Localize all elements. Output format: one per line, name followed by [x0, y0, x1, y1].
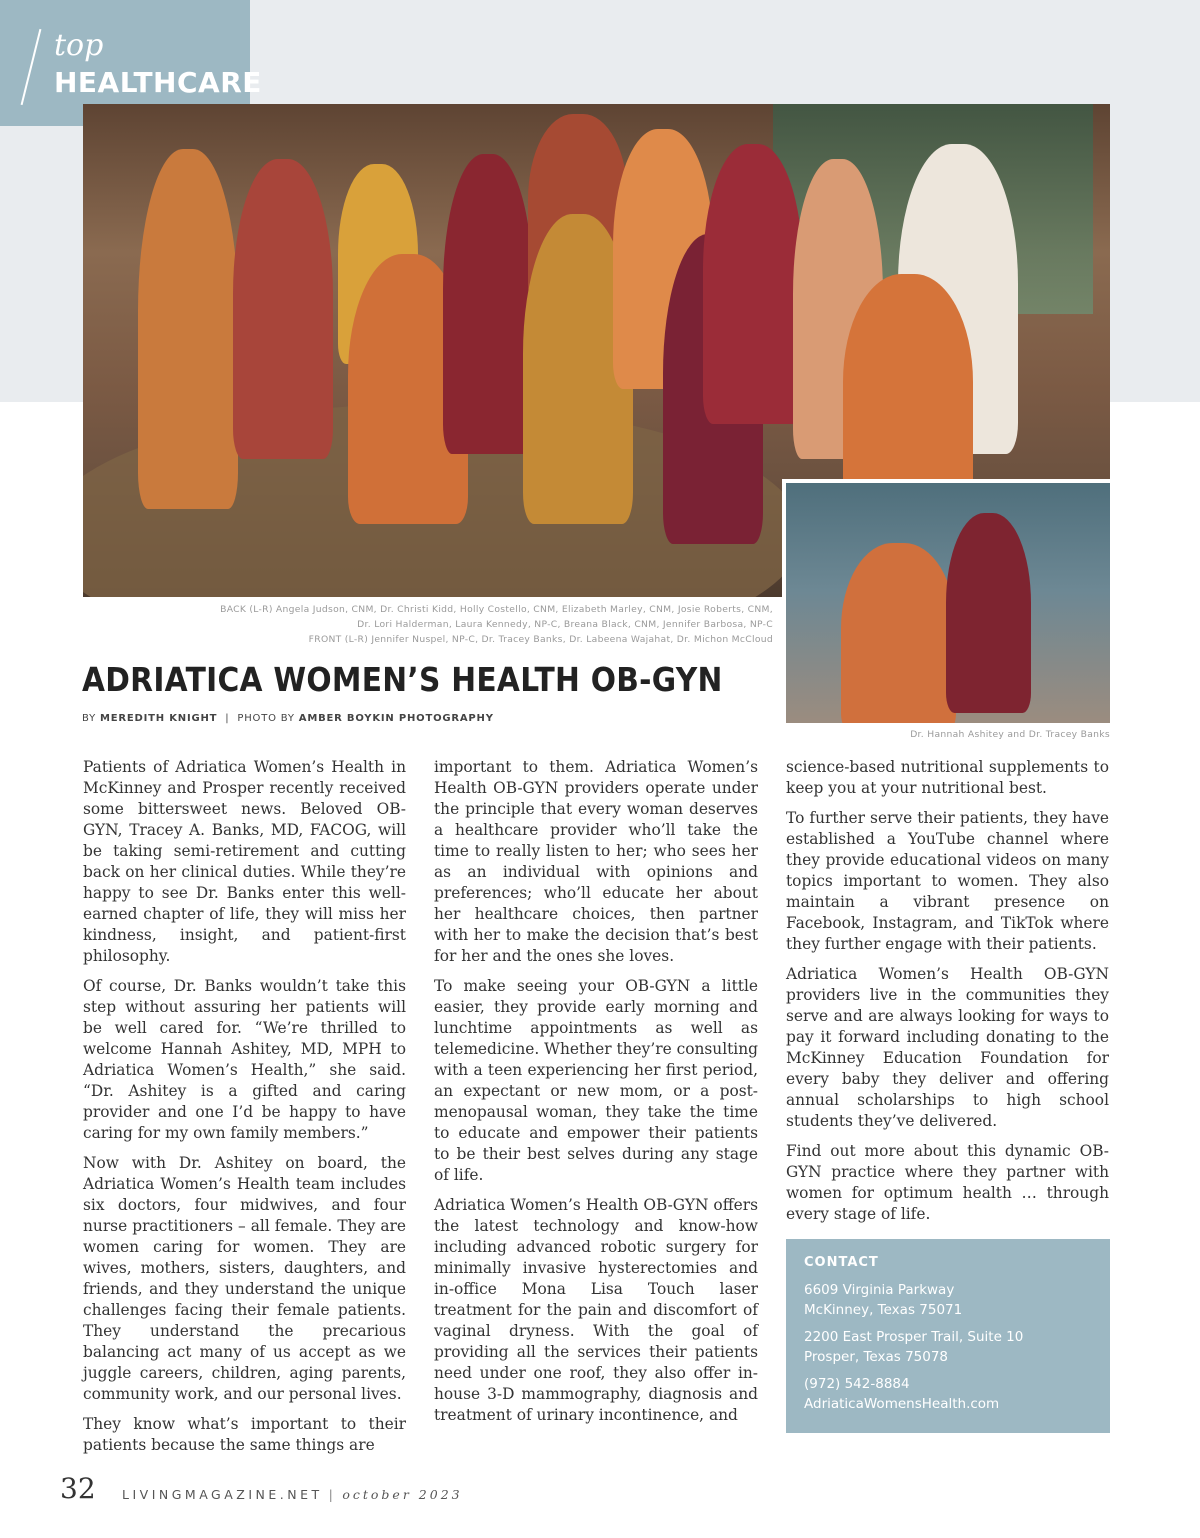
slash-decoration — [21, 29, 42, 105]
contact-phone: (972) 542-8884 — [804, 1376, 910, 1392]
contact-website-link[interactable]: AdriaticaWomensHealth.com — [804, 1396, 1000, 1412]
paragraph: Patients of Adriatica Women’s Health in McKinney and Prosper recently received some bittersweet news. Beloved OB-GYN, Tracey A. Banks, MD, FACOG, will be taking semi-retirement and cutting back on her clinical duties. While they’re happy to see Dr. Banks enter this well-earned chapter of life, they will miss her kindness, insight, and patient-first philosophy. — [83, 758, 406, 965]
photo-caption-line: BACK (L-R) Angela Judson, CNM, Dr. Christi Kidd, Holly Costello, CNM, Elizabeth Marley, CNM, Josie Roberts, CNM, — [220, 604, 773, 615]
paragraph: important to them. Adriatica Women’s Health OB-GYN providers operate under the principle that every woman deserves a healthcare provider who’ll take the time to really listen to her; who sees her as an individual with opinions and preferences; who’ll educate her about her healthcare choices, then partner with her to make the decision that’s best for her and the ones she loves. — [434, 758, 758, 965]
article-column-3 — [786, 757, 1109, 1234]
page-number: 32 — [60, 1472, 96, 1505]
paragraph: Adriatica Women’s Health OB-GYN providers live in the communities they serve and are always looking for ways to pay it forward including donating to the McKinney Education Foundation for every baby they deliver and offering annual scholarships to high school students they’ve delivered. — [786, 965, 1109, 1130]
contact-box — [786, 1239, 1110, 1433]
photo-figure — [703, 144, 803, 424]
photo-figure — [233, 159, 333, 459]
byline-separator: | — [225, 713, 230, 724]
byline-author: MEREDITH KNIGHT — [100, 713, 218, 724]
footer-line — [122, 1487, 463, 1502]
paragraph: To make seeing your OB-GYN a little easier, they provide early morning and lunchtime appointments as well as telemedicine. Whether they’re consulting with a teen experiencing her first period, an expectant or new mom, or a post-menopausal woman, they take the time to educate and empower their patients to be their best selves during any stage of life. — [434, 977, 758, 1184]
inset-photo — [786, 483, 1110, 723]
paragraph: They know what’s important to their patients because the same things are — [83, 1415, 406, 1454]
article-column-2 — [434, 757, 758, 1435]
section-tab-top: top — [54, 28, 104, 63]
photo-figure — [843, 274, 973, 514]
paragraph: Find out more about this dynamic OB-GYN practice where they partner with women for optimum health … through every stage of life. — [786, 1142, 1109, 1223]
photo-figure — [443, 154, 533, 454]
contact-address-2-city: Prosper, Texas 75078 — [804, 1349, 949, 1365]
contact-address-2-street: 2200 East Prosper Trail, Suite 10 — [804, 1329, 1024, 1345]
inset-caption: Dr. Hannah Ashitey and Dr. Tracey Banks — [910, 729, 1110, 740]
photo-caption-line: FRONT (L-R) Jennifer Nuspel, NP-C, Dr. Tracey Banks, Dr. Labeena Wajahat, Dr. Michon McCloud — [308, 634, 773, 645]
photo-figure — [841, 543, 956, 723]
paragraph: science-based nutritional supplements to keep you at your nutritional best. — [786, 758, 1109, 797]
article-headline: ADRIATICA WOMEN’S HEALTH OB-GYN — [82, 660, 723, 699]
photo-figure — [946, 513, 1031, 713]
byline-photographer: AMBER BOYKIN PHOTOGRAPHY — [298, 713, 494, 724]
contact-title: CONTACT — [804, 1255, 879, 1270]
paragraph: Adriatica Women’s Health OB-GYN offers the latest technology and know-how including advanced robotic surgery for minimally invasive hysterectomies and in-office Mona Lisa Touch laser treatment for the pain and discomfort of vaginal dryness. With the goal of providing all the services their patients need under one roof, they also offer in-house 3-D mammography, diagnosis and treatment of urinary incontinence, and — [434, 1196, 758, 1424]
section-tab-main: HEALTHCARE — [54, 66, 262, 99]
byline-photo-label: PHOTO BY — [237, 713, 295, 724]
article-column-1 — [83, 757, 406, 1465]
footer-site: LIVINGMAGAZINE.NET — [122, 1487, 323, 1502]
contact-address-1-city: McKinney, Texas 75071 — [804, 1302, 963, 1318]
paragraph: To further serve their patients, they have established a YouTube channel where they provide educational videos on many topics important to women. They also maintain a vibrant presence on Facebook, Instagram, and TikTok where they further engage with their patients. — [786, 809, 1109, 953]
contact-address-1-street: 6609 Virginia Parkway — [804, 1282, 955, 1298]
footer-separator: | — [328, 1487, 337, 1502]
footer-date: october 2023 — [342, 1487, 463, 1502]
byline-by-label: BY — [82, 713, 97, 724]
photo-figure — [138, 149, 238, 509]
photo-caption-line: Dr. Lori Halderman, Laura Kennedy, NP-C, Breana Black, CNM, Jennifer Barbosa, NP-C — [357, 619, 773, 630]
byline — [82, 713, 494, 724]
paragraph: Now with Dr. Ashitey on board, the Adriatica Women’s Health team includes six doctors, four midwives, and four nurse practitioners – all female. They are women caring for women. They are wives, mothers, sisters, daughters, and friends, and they understand the unique challenges facing their female patients. They understand the precarious balancing act many of us accept as we juggle careers, children, aging parents, community work, and our personal lives. — [83, 1154, 406, 1403]
photo-caption — [73, 602, 773, 647]
paragraph: Of course, Dr. Banks wouldn’t take this step without assuring her patients will be well cared for. “We’re thrilled to welcome Hannah Ashitey, MD, MPH to Adriatica Women’s Health,” she said. “Dr. Ashitey is a gifted and caring provider and one I’d be happy to have caring for my own family members.” — [83, 977, 406, 1142]
